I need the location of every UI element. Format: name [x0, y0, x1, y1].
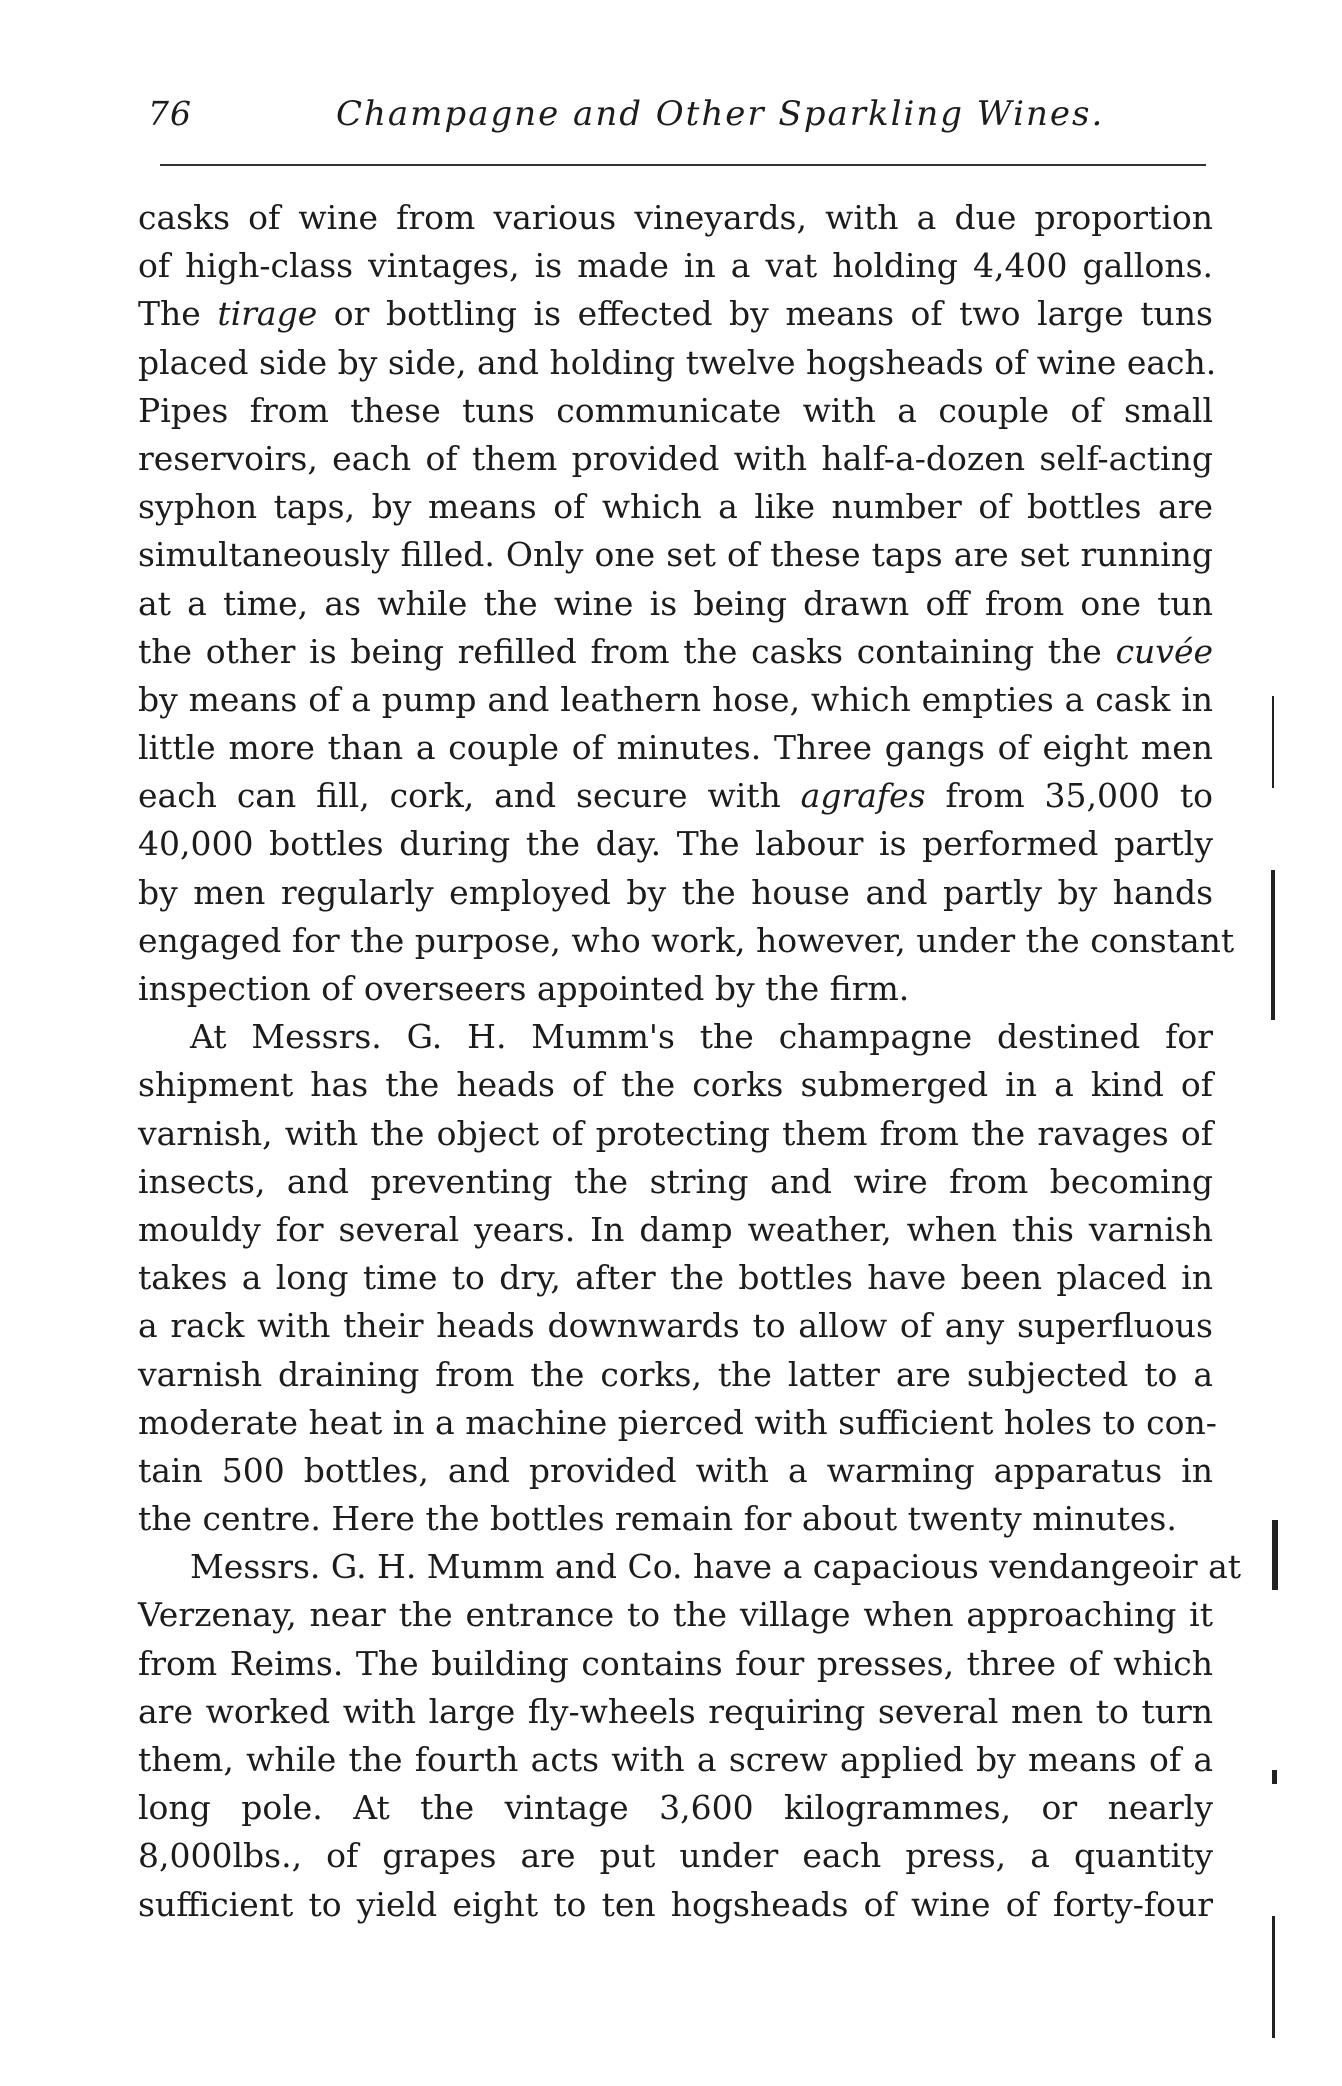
scan-mark — [1272, 1916, 1275, 2038]
paragraph-3 — [138, 1543, 1242, 1929]
scan-mark — [1272, 1770, 1277, 1784]
text-line: sufficient to yield eight to ten hogsheads of wine of forty-four — [138, 1884, 1213, 1924]
text-line: insects, and preventing the string and wire from becoming — [138, 1161, 1213, 1201]
paragraph-1 — [138, 194, 1235, 1013]
text-line: long pole. At the vintage 3,600 kilogrammes, or nearly — [138, 1788, 1213, 1828]
text-line: At Messrs. G. H. Mumm's the champagne destined for — [190, 1017, 1213, 1057]
text-line: Pipes from these tuns communicate with a couple of small — [138, 390, 1213, 430]
text-line: inspection of overseers appointed by the firm. — [138, 969, 910, 1008]
text-line: a rack with their heads downwards to allow of any superfluous — [138, 1306, 1213, 1346]
text-line: varnish draining from the corks, the latter are subjected to a — [138, 1354, 1213, 1394]
paragraph-2 — [138, 1013, 1217, 1543]
text-line: tain 500 bottles, and provided with a warming apparatus in — [138, 1450, 1213, 1490]
text-line: moderate heat in a machine pierced with sufficient holes to con- — [138, 1402, 1217, 1442]
text-line: casks of wine from various vineyards, with a due proportion — [138, 198, 1213, 237]
text-line: reservoirs, each of them provided with half-a-dozen self-acting — [138, 438, 1213, 478]
text-line: syphon taps, by means of which a like number of bottles are — [138, 487, 1213, 527]
text-line: Verzenay, near the entrance to the village when approaching it — [138, 1595, 1213, 1635]
text-line: the centre. Here the bottles remain for about twenty minutes. — [138, 1499, 1177, 1539]
text-line: from Reims. The building contains four presses, three of which — [138, 1643, 1213, 1683]
text-line: at a time, as while the wine is being drawn off from one tun — [138, 583, 1213, 623]
text-line: little more than a couple of minutes. Three gangs of eight men — [138, 728, 1213, 768]
text-line: takes a long time to dry, after the bottles have been placed in — [138, 1258, 1213, 1298]
scan-mark — [1272, 1520, 1278, 1590]
text-line: mouldy for several years. In damp weather, when this varnish — [138, 1209, 1213, 1249]
header-rule — [160, 164, 1206, 166]
text-line: varnish, with the object of protecting them from the ravages of — [138, 1113, 1213, 1153]
scan-mark — [1271, 870, 1275, 1020]
text-line: them, while the fourth acts with a screw applied by means of a — [138, 1740, 1213, 1779]
scan-mark — [1272, 696, 1274, 788]
text-line: 8,000lbs., of grapes are put under each press, a quantity — [138, 1836, 1213, 1876]
text-line: The tirage or bottling is effected by means of two large tuns — [138, 294, 1213, 334]
page-number: 76 — [148, 94, 192, 133]
text-line: of high-class vintages, is made in a vat holding 4,400 gallons. — [138, 246, 1213, 286]
text-line: by means of a pump and leathern hose, which empties a cask in — [138, 679, 1213, 719]
page-header — [148, 86, 1208, 146]
text-line: Messrs. G. H. Mumm and Co. have a capacious vendangeoir at — [190, 1547, 1242, 1587]
text-line: 40,000 bottles during the day. The labour is performed partly — [138, 824, 1213, 864]
body-text — [138, 194, 1242, 1929]
text-line: by men regularly employed by the house and partly by hands — [138, 872, 1213, 912]
text-line: simultaneously filled. Only one set of these taps are set running — [138, 535, 1213, 575]
text-line: placed side by side, and holding twelve hogsheads of wine each. — [138, 342, 1217, 382]
text-line: engaged for the purpose, who work, however, under the constant — [138, 920, 1235, 960]
text-line: the other is being refilled from the casks containing the cuvée — [138, 631, 1213, 671]
running-title: Champagne and Other Sparkling Wines. — [336, 94, 1105, 134]
text-line: each can fill, cork, and secure with agrafes from 35,000 to — [138, 776, 1213, 816]
text-line: shipment has the heads of the corks submerged in a kind of — [138, 1065, 1213, 1105]
text-line: are worked with large fly-wheels requiring several men to turn — [138, 1691, 1213, 1731]
